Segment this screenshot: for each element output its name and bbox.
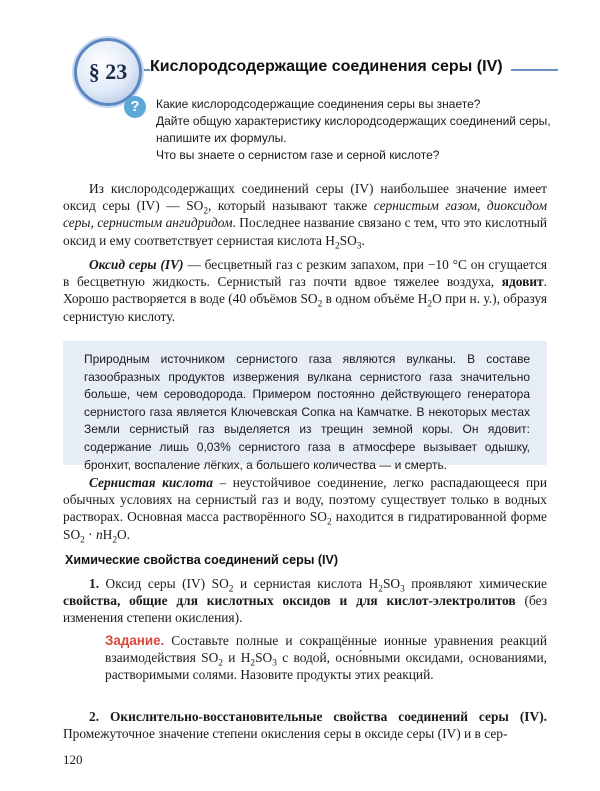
point-1-paragraph: 1. Оксид серы (IV) $SO_2$ и сернистая кислота $H_2SO_3$ проявляют химические свойства, общие для кислотных оксидов и для кислот-электролитов (без изменения степени окисления).: [63, 576, 547, 626]
point-2-block: [63, 708, 547, 742]
acid-paragraph: Сернистая кислота – неустойчивое соединение, легко распадающееся при обычных условиях на сернистый газ и воду, поэтому существует только в водных растворах. Основная масса растворённого $SO_2$ находится в гидратированной форме $SO_2 \cdot nH_2O$.: [63, 475, 548, 546]
volcano-note-text: Природным источником сернистого газа являются вулканы. В составе газообразных продуктов извержения вулкана сернистого газа значительно больше, чем сероводорода. Примером постоянно действующего генератора сернистого газа является Ключевская Сопка на Камчатке. В некоторых местах Земли сернистый газ выделяется из трещин земной коры. Он ядовит: содержание лишь 0,03% сернистого газа в атмосфере вызывает одышку, бронхит, воспаление лёгких, а большего количества — и смерть.: [84, 352, 530, 472]
task-paragraph: Задание. Составьте полные и сокращённые ионные уравнения реакций взаимодействия $SO_2$ и $H_2SO_3$ с водой, осно́вными оксидами, основаниями, растворимыми солями. Назовите продукты этих реакций.: [105, 633, 547, 683]
section-number-badge: § 23: [74, 38, 142, 106]
oxide-paragraph-block: [63, 256, 547, 325]
acid-paragraph-block: [63, 474, 548, 546]
question-1: Какие кислородсодержащие соединения серы вы знаете?: [156, 97, 481, 111]
oxide-paragraph: Оксид серы (IV) — бесцветный газ с резким запахом, при −10 °С он сгущается в бесцветную жидкость. Сернистый газ почти вдвое тяжелее воздуха, ядовит. Хорошо растворяется в воде (40 объёмов $SO_2$ в одном объёме $H_2O$ при н. у.), образуя сернистую кислоту.: [63, 257, 547, 324]
point-1-block: [63, 575, 547, 627]
section-title: Кислородсодержащие соединения серы (IV): [150, 58, 511, 76]
volcano-note-box: [63, 341, 547, 472]
section-header: [0, 0, 600, 180]
review-questions: [156, 96, 566, 164]
question-2: Дайте общую характеристику кислородсодержащих соединений серы, напишите их формулы.: [156, 114, 551, 145]
intro-paragraph: Из кислородсодержащих соединений серы (IV) наибольшее значение имеет оксид серы (IV) — $SO_2$, который называют также сернистым газом, диоксидом серы, сернистым ангидридом. Последнее название связано с тем, что это кислотный оксид и ему соответствует сернистая кислота $H_2SO_3$.: [63, 181, 547, 252]
page-number: 120: [63, 752, 83, 767]
intro-paragraph-block: [63, 180, 547, 252]
acid-term: Сернистая кислота: [89, 475, 213, 490]
question-icon: ?: [124, 96, 146, 118]
point-2-paragraph: 2. Окислительно-восстановительные свойства соединений серы (IV). Промежуточное значение степени окисления серы в оксиде серы (IV) и в сер-: [63, 709, 547, 742]
point-2-heading: 2. Окислительно-восстановительные свойства соединений серы (IV).: [89, 709, 547, 724]
task-label: Задание.: [105, 633, 165, 648]
chemical-properties-heading: Химические свойства соединений серы (IV): [65, 553, 338, 567]
question-3: Что вы знаете о сернистом газе и серной кислоте?: [156, 148, 440, 162]
oxide-term: Оксид серы (IV): [89, 257, 184, 272]
task-block: [105, 632, 547, 684]
